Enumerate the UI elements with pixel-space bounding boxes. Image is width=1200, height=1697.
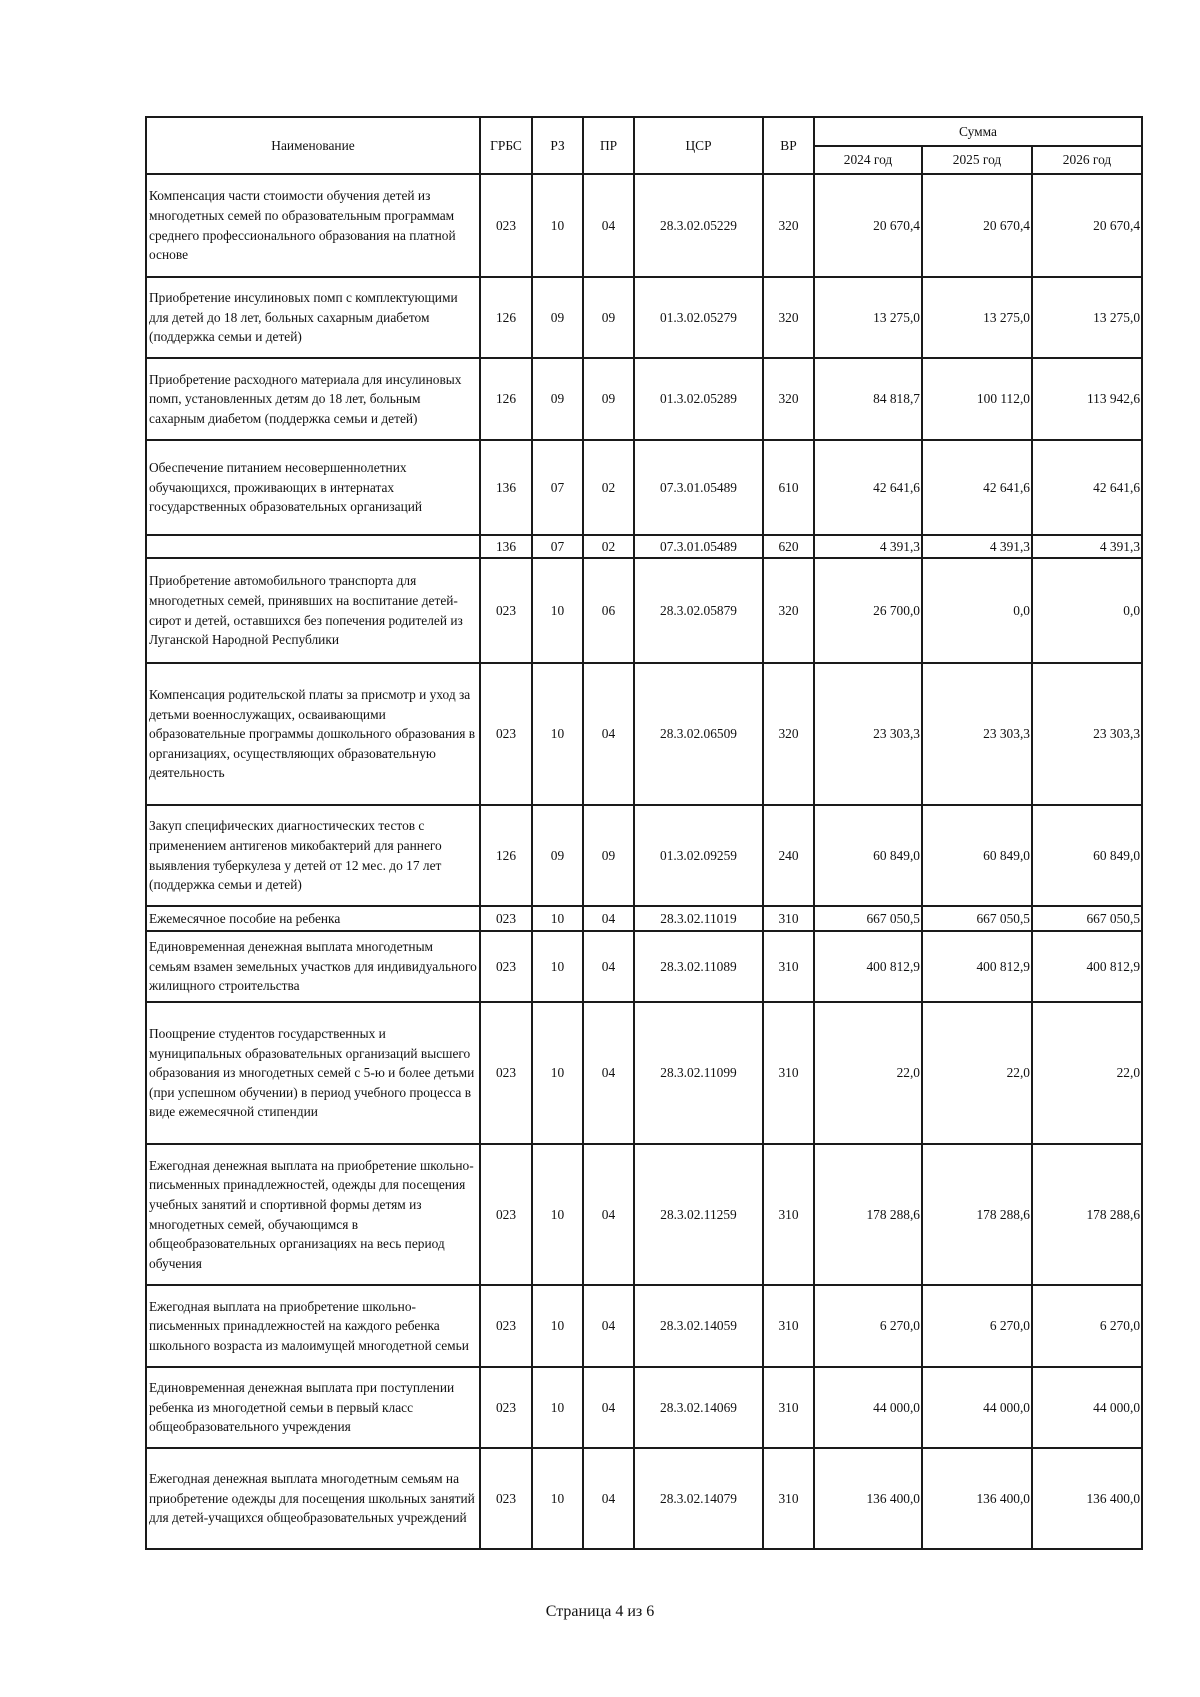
table-row [146, 1448, 1142, 1549]
row-sum-2026: 44 000,0 [1032, 1367, 1142, 1448]
row-name [146, 535, 480, 558]
row-sum-2024: 4 391,3 [814, 535, 922, 558]
row-vr: 310 [763, 1285, 814, 1367]
row-sum-2025: 23 303,3 [922, 663, 1032, 805]
row-csr: 28.3.02.14059 [634, 1285, 763, 1367]
row-pr: 04 [583, 1448, 634, 1549]
row-vr: 320 [763, 358, 814, 440]
row-csr: 07.3.01.05489 [634, 440, 763, 535]
row-sum-2026: 13 275,0 [1032, 277, 1142, 358]
row-sum-2026: 60 849,0 [1032, 805, 1142, 906]
table-row [146, 440, 1142, 535]
table-body [146, 174, 1142, 1549]
row-sum-2024: 178 288,6 [814, 1144, 922, 1285]
row-sum-2024: 20 670,4 [814, 174, 922, 277]
row-sum-2025: 0,0 [922, 558, 1032, 663]
row-grbs: 023 [480, 1367, 532, 1448]
row-name: Ежегодная выплата на приобретение школьно-письменных принадлежностей на каждого ребенка школьного возраста из малоимущей многодетной семьи [146, 1285, 480, 1367]
row-rz: 10 [532, 174, 583, 277]
table-row [146, 931, 1142, 1002]
row-csr: 07.3.01.05489 [634, 535, 763, 558]
row-name: Приобретение инсулиновых помп с комплектующими для детей до 18 лет, больных сахарным диабетом (поддержка семьи и детей) [146, 277, 480, 358]
row-csr: 28.3.02.14079 [634, 1448, 763, 1549]
table-row [146, 906, 1142, 931]
row-grbs: 126 [480, 358, 532, 440]
row-sum-2025: 42 641,6 [922, 440, 1032, 535]
row-sum-2025: 6 270,0 [922, 1285, 1032, 1367]
row-sum-2025: 60 849,0 [922, 805, 1032, 906]
header-year-2025: 2025 год [922, 146, 1032, 174]
header-vr: ВР [763, 117, 814, 174]
row-pr: 09 [583, 277, 634, 358]
row-vr: 310 [763, 1144, 814, 1285]
row-rz: 07 [532, 440, 583, 535]
row-sum-2025: 667 050,5 [922, 906, 1032, 931]
header-sum: Сумма [814, 117, 1142, 146]
row-sum-2025: 178 288,6 [922, 1144, 1032, 1285]
row-rz: 10 [532, 1002, 583, 1144]
row-rz: 07 [532, 535, 583, 558]
table-row [146, 805, 1142, 906]
row-pr: 04 [583, 1002, 634, 1144]
header-rz: РЗ [532, 117, 583, 174]
row-grbs: 023 [480, 1002, 532, 1144]
row-name: Компенсация родительской платы за присмотр и уход за детьми военнослужащих, осваивающими образовательные программы дошкольного образования в организациях, осуществляющих образовательную деятельность [146, 663, 480, 805]
row-csr: 28.3.02.11099 [634, 1002, 763, 1144]
row-grbs: 126 [480, 805, 532, 906]
row-sum-2026: 20 670,4 [1032, 174, 1142, 277]
row-sum-2024: 667 050,5 [814, 906, 922, 931]
header-year-2024: 2024 год [814, 146, 922, 174]
row-rz: 10 [532, 1367, 583, 1448]
row-name: Единовременная денежная выплата при поступлении ребенка из многодетной семьи в первый класс общеобразовательного учреждения [146, 1367, 480, 1448]
row-sum-2025: 22,0 [922, 1002, 1032, 1144]
row-rz: 10 [532, 931, 583, 1002]
row-pr: 09 [583, 358, 634, 440]
row-pr: 02 [583, 535, 634, 558]
header-csr: ЦСР [634, 117, 763, 174]
row-vr: 320 [763, 663, 814, 805]
row-rz: 10 [532, 1144, 583, 1285]
row-sum-2026: 113 942,6 [1032, 358, 1142, 440]
row-grbs: 023 [480, 931, 532, 1002]
row-grbs: 023 [480, 1144, 532, 1285]
row-name: Единовременная денежная выплата многодетным семьям взамен земельных участков для индивидуального жилищного строительства [146, 931, 480, 1002]
row-vr: 320 [763, 558, 814, 663]
row-pr: 04 [583, 1144, 634, 1285]
row-sum-2026: 4 391,3 [1032, 535, 1142, 558]
header-year-2026: 2026 год [1032, 146, 1142, 174]
row-sum-2024: 84 818,7 [814, 358, 922, 440]
row-pr: 04 [583, 174, 634, 277]
row-csr: 01.3.02.05279 [634, 277, 763, 358]
row-pr: 06 [583, 558, 634, 663]
row-csr: 28.3.02.11089 [634, 931, 763, 1002]
row-csr: 28.3.02.05229 [634, 174, 763, 277]
table-row [146, 1285, 1142, 1367]
budget-table [145, 116, 1143, 1550]
row-name: Закуп специфических диагностических тестов с применением антигенов микобактерий для раннего выявления туберкулеза у детей от 12 мес. до 17 лет (поддержка семьи и детей) [146, 805, 480, 906]
row-rz: 09 [532, 277, 583, 358]
row-vr: 310 [763, 931, 814, 1002]
row-csr: 01.3.02.05289 [634, 358, 763, 440]
row-vr: 310 [763, 1002, 814, 1144]
row-sum-2025: 44 000,0 [922, 1367, 1032, 1448]
row-name: Компенсация части стоимости обучения детей из многодетных семей по образовательным программам среднего профессионального образования на платной основе [146, 174, 480, 277]
page-number: Страница 4 из 6 [545, 1603, 655, 1620]
table-row [146, 663, 1142, 805]
row-name: Приобретение автомобильного транспорта для многодетных семей, принявших на воспитание детей-сирот и детей, оставшихся без попечения родителей из Луганской Народной Республики [146, 558, 480, 663]
table-row [146, 1144, 1142, 1285]
table-row [146, 558, 1142, 663]
row-sum-2025: 13 275,0 [922, 277, 1032, 358]
header-name: Наименование [146, 117, 480, 174]
row-sum-2025: 400 812,9 [922, 931, 1032, 1002]
row-rz: 10 [532, 906, 583, 931]
row-vr: 610 [763, 440, 814, 535]
row-sum-2024: 44 000,0 [814, 1367, 922, 1448]
header-row [146, 117, 1142, 146]
row-pr: 09 [583, 805, 634, 906]
row-sum-2024: 60 849,0 [814, 805, 922, 906]
row-grbs: 023 [480, 174, 532, 277]
row-name: Обеспечение питанием несовершеннолетних обучающихся, проживающих в интернатах государственных образовательных организаций [146, 440, 480, 535]
table-row [146, 1002, 1142, 1144]
row-csr: 28.3.02.14069 [634, 1367, 763, 1448]
row-csr: 28.3.02.06509 [634, 663, 763, 805]
row-grbs: 126 [480, 277, 532, 358]
row-rz: 10 [532, 1448, 583, 1549]
row-pr: 04 [583, 1367, 634, 1448]
row-grbs: 136 [480, 535, 532, 558]
row-rz: 10 [532, 1285, 583, 1367]
row-sum-2024: 136 400,0 [814, 1448, 922, 1549]
row-sum-2026: 178 288,6 [1032, 1144, 1142, 1285]
row-grbs: 023 [480, 1285, 532, 1367]
row-grbs: 023 [480, 663, 532, 805]
row-vr: 240 [763, 805, 814, 906]
row-pr: 04 [583, 663, 634, 805]
row-sum-2026: 0,0 [1032, 558, 1142, 663]
row-name: Ежегодная денежная выплата многодетным семьям на приобретение одежды для посещения школьных занятий для детей-учащихся общеобразовательных учреждений [146, 1448, 480, 1549]
row-vr: 310 [763, 1367, 814, 1448]
row-vr: 320 [763, 174, 814, 277]
row-name: Приобретение расходного материала для инсулиновых помп, установленных детям до 18 лет, больным сахарным диабетом (поддержка семьи и детей) [146, 358, 480, 440]
row-grbs: 023 [480, 1448, 532, 1549]
row-csr: 28.3.02.11259 [634, 1144, 763, 1285]
row-sum-2026: 42 641,6 [1032, 440, 1142, 535]
row-pr: 04 [583, 906, 634, 931]
row-sum-2026: 22,0 [1032, 1002, 1142, 1144]
row-name: Ежемесячное пособие на ребенка [146, 906, 480, 931]
row-sum-2024: 13 275,0 [814, 277, 922, 358]
table-row [146, 277, 1142, 358]
row-pr: 04 [583, 931, 634, 1002]
row-sum-2024: 42 641,6 [814, 440, 922, 535]
header-pr: ПР [583, 117, 634, 174]
row-rz: 10 [532, 663, 583, 805]
row-csr: 01.3.02.09259 [634, 805, 763, 906]
row-sum-2026: 23 303,3 [1032, 663, 1142, 805]
row-sum-2026: 136 400,0 [1032, 1448, 1142, 1549]
row-grbs: 023 [480, 558, 532, 663]
table-row [146, 535, 1142, 558]
row-sum-2025: 4 391,3 [922, 535, 1032, 558]
row-name: Поощрение студентов государственных и муниципальных образовательных организаций высшего образования из многодетных семей с 5-ю и более детьми (при успешном обучении) в период учебного процесса в виде ежемесячной стипендии [146, 1002, 480, 1144]
row-sum-2024: 26 700,0 [814, 558, 922, 663]
header-grbs: ГРБС [480, 117, 532, 174]
row-csr: 28.3.02.05879 [634, 558, 763, 663]
row-rz: 10 [532, 558, 583, 663]
row-vr: 310 [763, 1448, 814, 1549]
row-pr: 04 [583, 1285, 634, 1367]
row-sum-2024: 400 812,9 [814, 931, 922, 1002]
row-sum-2025: 136 400,0 [922, 1448, 1032, 1549]
row-sum-2025: 20 670,4 [922, 174, 1032, 277]
row-sum-2024: 6 270,0 [814, 1285, 922, 1367]
row-grbs: 136 [480, 440, 532, 535]
row-name: Ежегодная денежная выплата на приобретение школьно-письменных принадлежностей, одежды для посещения учебных занятий и спортивной формы детям из многодетных семей, обучающимся в общеобразовательных организациях на весь период обучения [146, 1144, 480, 1285]
row-csr: 28.3.02.11019 [634, 906, 763, 931]
row-sum-2025: 100 112,0 [922, 358, 1032, 440]
table-row [146, 174, 1142, 277]
table-row [146, 358, 1142, 440]
row-vr: 620 [763, 535, 814, 558]
table-row [146, 1367, 1142, 1448]
row-vr: 320 [763, 277, 814, 358]
row-sum-2026: 667 050,5 [1032, 906, 1142, 931]
row-rz: 09 [532, 358, 583, 440]
row-sum-2024: 23 303,3 [814, 663, 922, 805]
row-vr: 310 [763, 906, 814, 931]
row-rz: 09 [532, 805, 583, 906]
row-pr: 02 [583, 440, 634, 535]
row-sum-2026: 6 270,0 [1032, 1285, 1142, 1367]
row-sum-2024: 22,0 [814, 1002, 922, 1144]
row-sum-2026: 400 812,9 [1032, 931, 1142, 1002]
row-grbs: 023 [480, 906, 532, 931]
